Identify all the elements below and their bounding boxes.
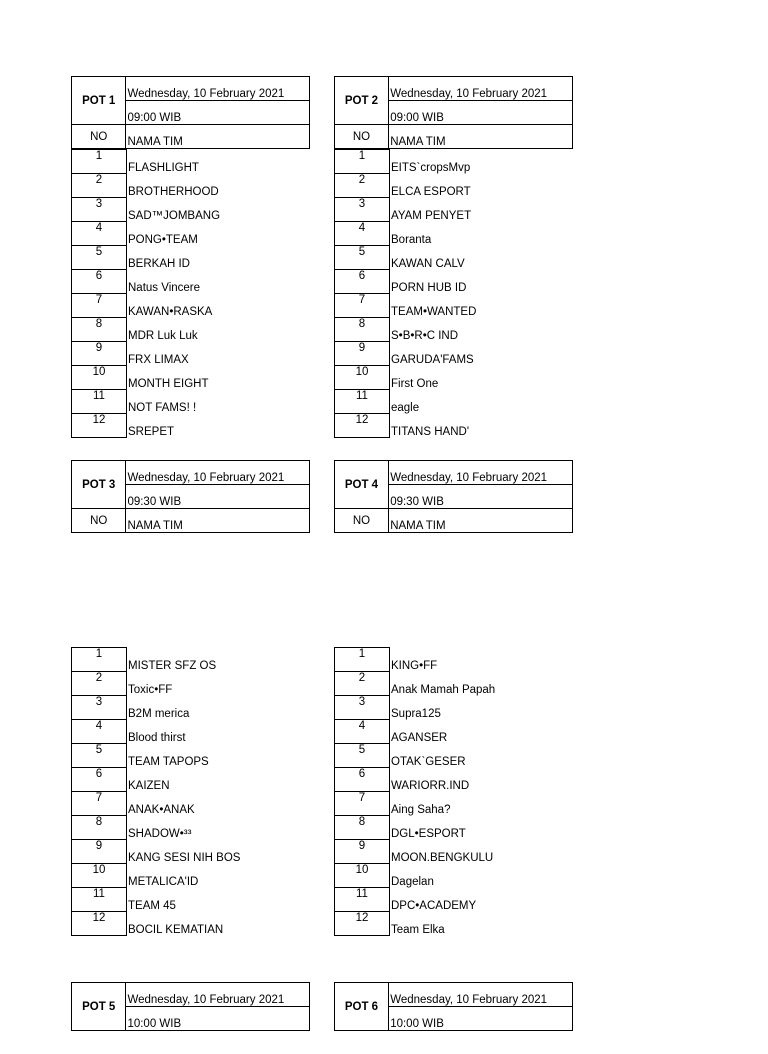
table-row	[335, 318, 576, 342]
team-name: ELCA ESPORT	[391, 185, 471, 198]
team-list-pot-2	[334, 149, 576, 438]
team-name: Supra125	[391, 707, 441, 720]
table-row	[72, 174, 313, 198]
pot-header-row-1	[71, 76, 573, 148]
team-number: 4	[72, 720, 127, 744]
table-row	[335, 270, 576, 294]
team-number: 12	[335, 912, 390, 936]
table-row	[335, 696, 576, 720]
team-number: 6	[335, 768, 390, 792]
team-number: 12	[72, 414, 127, 438]
table-row	[335, 294, 576, 318]
team-name: Natus Vincere	[128, 281, 201, 294]
team-number: 11	[335, 390, 390, 414]
team-name: TEAM•WANTED	[391, 305, 477, 318]
team-name: DPC•ACADEMY	[391, 899, 477, 912]
table-row	[72, 888, 313, 912]
team-name: MOON.BENGKULU	[391, 851, 494, 864]
team-name: BROTHERHOOD	[128, 185, 219, 198]
team-name-header: NAMA TIM	[389, 125, 573, 149]
team-number: 3	[335, 696, 390, 720]
table-row	[335, 792, 576, 816]
team-number: 11	[72, 888, 127, 912]
team-name: TITANS HAND'	[391, 425, 470, 438]
pot-label: POT 1	[72, 77, 126, 125]
team-number: 8	[72, 318, 127, 342]
team-name: AGANSER	[391, 731, 448, 744]
team-number: 10	[72, 864, 127, 888]
table-row	[72, 222, 313, 246]
team-list-pot-3	[71, 647, 313, 936]
team-number: 2	[335, 672, 390, 696]
table-row	[72, 672, 313, 696]
table-row	[72, 912, 313, 936]
table-row	[335, 246, 576, 270]
table-row	[72, 150, 313, 174]
table-row	[335, 198, 576, 222]
team-name: KING•FF	[391, 659, 438, 672]
table-row	[335, 222, 576, 246]
pot-time: 10:00 WIB	[126, 1007, 310, 1031]
team-name: Boranta	[391, 233, 432, 246]
pot-date: Wednesday, 10 February 2021	[389, 77, 573, 101]
pot-date: Wednesday, 10 February 2021	[389, 983, 573, 1007]
team-name: BOCIL KEMATIAN	[128, 923, 224, 936]
table-row	[335, 414, 576, 438]
table-row	[72, 366, 313, 390]
team-number: 10	[335, 864, 390, 888]
team-number: 1	[72, 150, 127, 174]
table-row	[72, 792, 313, 816]
table-row	[335, 342, 576, 366]
team-number: 2	[335, 174, 390, 198]
table-row	[335, 840, 576, 864]
team-name: KAWAN CALV	[391, 257, 465, 270]
table-row	[335, 150, 576, 174]
team-name: FLASHLIGHT	[128, 161, 199, 174]
table-row	[72, 744, 313, 768]
team-name: S•B•R•C IND	[391, 329, 459, 342]
pot-header-row-3	[71, 982, 573, 1054]
team-number: 4	[335, 222, 390, 246]
pot-time: 10:00 WIB	[389, 1007, 573, 1031]
team-number: 9	[72, 342, 127, 366]
team-number: 2	[72, 174, 127, 198]
team-number: 10	[72, 366, 127, 390]
pot-time: 09:30 WIB	[126, 485, 310, 509]
team-number: 4	[335, 720, 390, 744]
table-row	[72, 816, 313, 840]
team-list-pot-4	[334, 647, 576, 936]
team-name: OTAK`GESER	[391, 755, 466, 768]
team-name: EITS`cropsMvp	[391, 161, 471, 174]
team-name: eagle	[391, 401, 420, 414]
team-name: KAWAN•RASKA	[128, 305, 213, 318]
team-name: METALICA'ID	[128, 875, 199, 888]
team-name: MDR Luk Luk	[128, 329, 198, 342]
table-row	[335, 672, 576, 696]
table-row	[335, 648, 576, 672]
team-number: 7	[335, 792, 390, 816]
team-number: 8	[72, 816, 127, 840]
team-number: 12	[335, 414, 390, 438]
table-row	[335, 768, 576, 792]
table-row	[72, 720, 313, 744]
team-name: AYAM PENYET	[391, 209, 472, 222]
team-number: 3	[72, 696, 127, 720]
team-name: NOT FAMS! !	[128, 401, 197, 414]
team-name: MISTER SFZ OS	[128, 659, 217, 672]
table-row	[335, 744, 576, 768]
team-name: DGL•ESPORT	[391, 827, 466, 840]
table-row	[72, 648, 313, 672]
team-number: 5	[72, 744, 127, 768]
team-number: 9	[335, 840, 390, 864]
team-name: Toxic•FF	[128, 683, 173, 696]
table-row	[72, 198, 313, 222]
pot-time: 09:30 WIB	[389, 485, 573, 509]
table-row	[72, 696, 313, 720]
pot-header-row-2	[71, 460, 573, 532]
pot-label: POT 2	[334, 77, 388, 125]
no-header: NO	[334, 125, 388, 149]
table-row	[72, 342, 313, 366]
pot-label: POT 3	[72, 461, 126, 509]
no-header: NO	[72, 125, 126, 149]
team-number: 5	[72, 246, 127, 270]
team-name: GARUDA'FAMS	[391, 353, 474, 366]
pot-label: POT 4	[334, 461, 388, 509]
table-row	[335, 816, 576, 840]
table-row	[335, 174, 576, 198]
pot-date: Wednesday, 10 February 2021	[126, 983, 310, 1007]
team-number: 7	[335, 294, 390, 318]
table-row	[72, 270, 313, 294]
team-number: 11	[72, 390, 127, 414]
team-number: 6	[72, 768, 127, 792]
team-name: Dagelan	[391, 875, 434, 888]
table-row	[335, 720, 576, 744]
team-number: 10	[335, 366, 390, 390]
team-name-header: NAMA TIM	[126, 125, 310, 149]
team-number: 9	[72, 840, 127, 864]
no-header: NO	[334, 509, 388, 533]
no-header: NO	[72, 509, 126, 533]
team-number: 6	[72, 270, 127, 294]
table-row	[72, 390, 313, 414]
team-name: SHADOW•³³	[128, 827, 192, 840]
team-number: 5	[335, 744, 390, 768]
table-row	[72, 318, 313, 342]
table-row	[335, 912, 576, 936]
team-name: BERKAH ID	[128, 257, 190, 270]
table-row	[72, 246, 313, 270]
team-number: 6	[335, 270, 390, 294]
pot-date: Wednesday, 10 February 2021	[389, 461, 573, 485]
team-list-pot-1	[71, 149, 313, 438]
team-name: FRX LIMAX	[128, 353, 189, 366]
team-name: B2M merica	[128, 707, 190, 720]
team-name: WARIORR.IND	[391, 779, 470, 792]
team-name: PONG•TEAM	[128, 233, 198, 246]
table-row	[72, 294, 313, 318]
pot-label: POT 6	[334, 983, 388, 1031]
table-row	[335, 864, 576, 888]
table-row	[72, 864, 313, 888]
team-name: PORN HUB ID	[391, 281, 467, 294]
team-name: Anak Mamah Papah	[391, 683, 496, 696]
table-row	[72, 840, 313, 864]
team-number: 9	[335, 342, 390, 366]
team-name-header: NAMA TIM	[126, 509, 310, 533]
team-number: 2	[72, 672, 127, 696]
table-row	[72, 768, 313, 792]
team-name: SREPET	[128, 425, 175, 438]
team-number: 1	[72, 648, 127, 672]
team-name: First One	[391, 377, 439, 390]
team-name: KAIZEN	[128, 779, 170, 792]
pot-date: Wednesday, 10 February 2021	[126, 461, 310, 485]
pot-time: 09:00 WIB	[389, 101, 573, 125]
team-number: 11	[335, 888, 390, 912]
pot-date: Wednesday, 10 February 2021	[126, 77, 310, 101]
team-name: MONTH EIGHT	[128, 377, 209, 390]
team-number: 12	[72, 912, 127, 936]
team-number: 7	[72, 294, 127, 318]
team-name: TEAM 45	[128, 899, 176, 912]
team-name: Team Elka	[391, 923, 445, 936]
team-name: Aing Saha?	[391, 803, 451, 816]
team-number: 5	[335, 246, 390, 270]
team-number: 1	[335, 648, 390, 672]
team-name: KANG SESI NIH BOS	[128, 851, 241, 864]
team-name: SAD™JOMBANG	[128, 209, 221, 222]
team-name: TEAM TAPOPS	[128, 755, 209, 768]
team-number: 3	[335, 198, 390, 222]
table-row	[335, 366, 576, 390]
pot-time: 09:00 WIB	[126, 101, 310, 125]
table-row	[335, 390, 576, 414]
team-number: 7	[72, 792, 127, 816]
team-number: 3	[72, 198, 127, 222]
table-row	[72, 414, 313, 438]
team-name: ANAK•ANAK	[128, 803, 195, 816]
team-name: Blood thirst	[128, 731, 186, 744]
team-number: 8	[335, 816, 390, 840]
table-row	[335, 888, 576, 912]
pot-label: POT 5	[72, 983, 126, 1031]
team-name-header: NAMA TIM	[389, 509, 573, 533]
team-number: 1	[335, 150, 390, 174]
team-number: 4	[72, 222, 127, 246]
team-number: 8	[335, 318, 390, 342]
